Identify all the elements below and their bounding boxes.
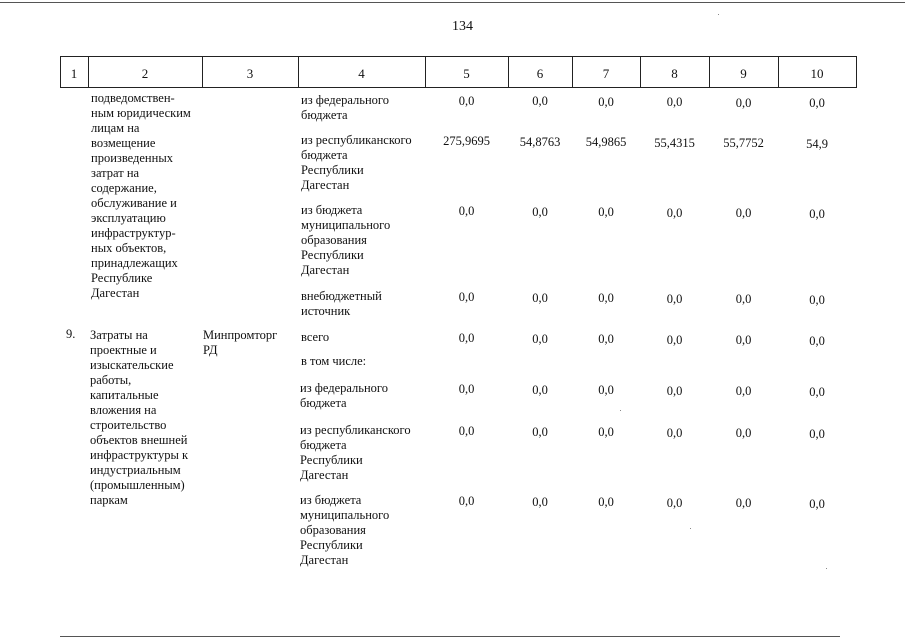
item-name-line: возмещение	[91, 136, 156, 150]
funding-source-line: Республики	[301, 163, 364, 177]
value-col-9: 0,0	[735, 496, 752, 510]
item-name-line: принадлежащих	[91, 256, 178, 270]
scan-speck	[690, 528, 691, 529]
value-col-5: 0,0	[458, 331, 475, 345]
value-col-8: 0,0	[666, 292, 683, 306]
value-col-8: 55,4315	[654, 136, 695, 150]
funding-source-line: образования	[300, 523, 366, 537]
item-name-line: Затраты на	[90, 328, 148, 342]
funding-source-line: Республики	[300, 453, 363, 467]
value-col-8: 0,0	[666, 333, 683, 347]
funding-source-line: бюджета	[300, 438, 347, 452]
item-name-line: обслуживание и	[91, 196, 177, 210]
funding-source-line: бюджета	[300, 396, 347, 410]
funding-source-line: внебюджетный	[301, 289, 382, 303]
value-col-6: 0,0	[532, 332, 548, 346]
header-col-7: 7	[602, 66, 610, 81]
value-col-7: 0,0	[598, 383, 614, 397]
value-col-6: 0,0	[532, 94, 548, 108]
value-col-8: 0,0	[666, 496, 683, 510]
funding-source-line: из федерального	[301, 93, 389, 107]
item-name-line: инфраструктуры к	[90, 448, 189, 462]
scan-speck	[620, 410, 621, 411]
scan-top-edge	[0, 2, 905, 3]
scan-bottom-edge	[60, 636, 840, 637]
value-col-7: 0,0	[598, 205, 614, 219]
value-col-6: 0,0	[532, 495, 548, 509]
header-col-3: 3	[246, 66, 254, 81]
value-col-9: 0,0	[735, 384, 752, 398]
item-name-line: содержание,	[91, 181, 157, 195]
item-name-line: эксплуатацию	[91, 211, 166, 225]
funding-source-line: всего	[301, 330, 330, 344]
value-col-5: 275,9695	[443, 134, 490, 148]
value-col-5: 0,0	[458, 424, 475, 438]
item-name-line: объектов внешней	[90, 433, 188, 447]
funding-source-line: Республики	[300, 538, 363, 552]
funding-source-line: из федерального	[300, 381, 388, 395]
item-name-line: затрат на	[91, 166, 140, 180]
funding-source-line: источник	[301, 304, 351, 318]
value-col-6: 0,0	[532, 383, 548, 397]
item-name-line: (промышленным)	[90, 478, 185, 492]
header-col-4: 4	[358, 66, 365, 81]
scan-speck	[826, 568, 827, 569]
funding-source-line: образования	[301, 233, 367, 247]
value-col-10: 0,0	[809, 385, 825, 399]
scan-speck	[718, 14, 719, 15]
funding-source-line: муниципального	[300, 508, 390, 522]
header-col-5: 5	[463, 66, 470, 81]
value-col-10: 0,0	[809, 427, 825, 441]
item-name-line: капитальные	[90, 388, 159, 402]
value-col-8: 0,0	[666, 95, 683, 109]
item-name-line: произведенных	[91, 151, 173, 165]
value-col-9: 55,7752	[723, 136, 764, 150]
value-col-6: 0,0	[532, 291, 548, 305]
item-name-line: Республике	[91, 271, 153, 285]
value-col-7: 54,9865	[585, 135, 627, 149]
item-name-line: ных объектов,	[91, 241, 167, 255]
funding-source-line: Республики	[301, 248, 364, 262]
value-col-6: 0,0	[532, 205, 548, 219]
value-col-8: 0,0	[666, 206, 683, 220]
value-col-9: 0,0	[735, 96, 752, 110]
funding-source-line: из бюджета	[301, 203, 363, 217]
value-col-6: 54,8763	[519, 135, 561, 149]
funding-source-line: из республиканского	[301, 133, 412, 147]
item-name-line: проектные и	[90, 343, 157, 357]
value-col-5: 0,0	[458, 494, 475, 508]
executor-line: Минпромторг	[203, 328, 278, 342]
value-col-9: 0,0	[735, 206, 752, 220]
value-col-10: 0,0	[809, 293, 825, 307]
value-col-9: 0,0	[735, 426, 752, 440]
funding-source-line: Дагестан	[301, 263, 350, 277]
value-col-6: 0,0	[532, 425, 548, 439]
funding-source-line: из бюджета	[300, 493, 362, 507]
value-col-7: 0,0	[598, 95, 614, 109]
value-col-9: 0,0	[735, 292, 752, 306]
item-name-line: изыскательские	[90, 358, 174, 372]
funding-source-line: в том числе:	[301, 354, 367, 368]
header-col-2: 2	[141, 66, 149, 81]
value-col-10: 0,0	[809, 497, 825, 511]
funding-source-line: бюджета	[301, 108, 348, 122]
header-col-6: 6	[536, 66, 544, 81]
header-col-8: 8	[671, 66, 678, 81]
funding-source-line: Дагестан	[300, 553, 349, 567]
value-col-10: 54,9	[806, 137, 828, 151]
item-name-line: ным юридическим	[91, 106, 191, 120]
funding-source-line: муниципального	[301, 218, 391, 232]
item-name-line: работы,	[90, 373, 132, 387]
item-name-line: Дагестан	[91, 286, 140, 300]
header-col-1: 1	[70, 66, 78, 81]
funding-source-line: Дагестан	[301, 178, 350, 192]
item-name-line: строительство	[90, 418, 167, 432]
executor-line: РД	[203, 343, 218, 357]
value-col-5: 0,0	[458, 382, 475, 396]
item-name-line: подведомствен-	[91, 91, 175, 105]
funding-source-line: бюджета	[301, 148, 348, 162]
value-col-9: 0,0	[735, 333, 752, 347]
item-name-line: вложения на	[90, 403, 157, 417]
value-col-8: 0,0	[666, 384, 683, 398]
value-col-5: 0,0	[458, 290, 475, 304]
value-col-10: 0,0	[809, 96, 825, 110]
value-col-8: 0,0	[666, 426, 683, 440]
item-name-line: индустриальным	[90, 463, 181, 477]
value-col-5: 0,0	[458, 94, 475, 108]
funding-source-line: из республиканского	[300, 423, 411, 437]
value-col-10: 0,0	[809, 334, 825, 348]
item-name-line: инфраструктур-	[91, 226, 176, 240]
value-col-7: 0,0	[598, 495, 614, 509]
value-col-7: 0,0	[598, 332, 614, 346]
header-col-10: 10	[810, 66, 824, 81]
value-col-5: 0,0	[458, 204, 475, 218]
header-col-9: 9	[740, 66, 747, 81]
value-col-7: 0,0	[598, 291, 614, 305]
item-name-line: паркам	[90, 493, 128, 507]
funding-source-line: Дагестан	[300, 468, 349, 482]
item-name-line: лицам на	[91, 121, 140, 135]
item-number: 9.	[66, 327, 76, 341]
value-col-7: 0,0	[598, 425, 614, 439]
page-number: 134	[452, 19, 473, 34]
value-col-10: 0,0	[809, 207, 825, 221]
